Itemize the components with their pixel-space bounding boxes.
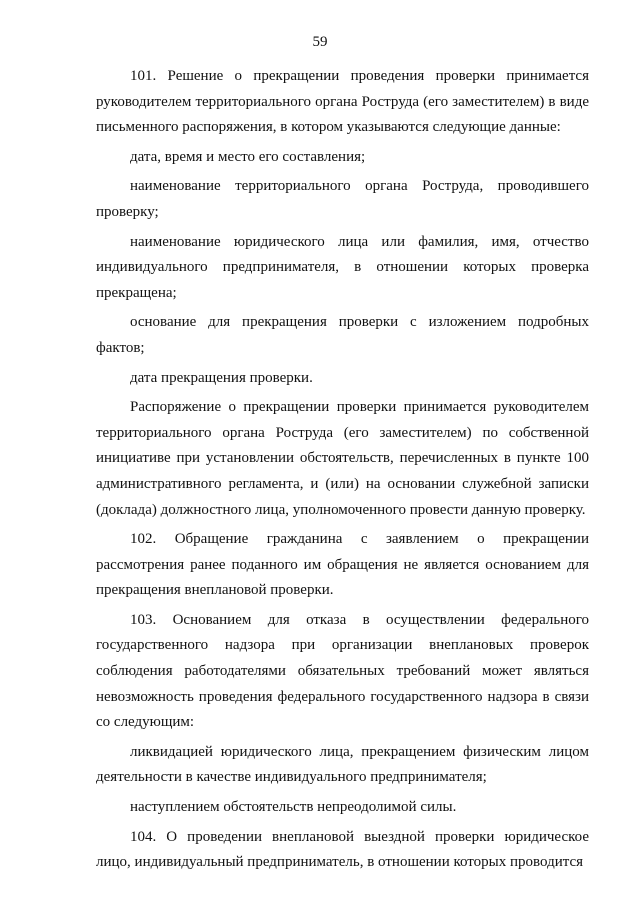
paragraph-104: 104. О проведении внеплановой выездной проверки юридическое лицо, индивидуальный предприниматель, в отношении которых проводится [96,828,589,871]
list-item-authority-name: наименование территориального органа Роструда, проводившего проверку; [96,178,589,220]
list-item-force-majeure: наступлением обстоятельств непреодолимой силы. [130,799,457,816]
list-item-entity-name: наименование юридического лица или фамилия, имя, отчество индивидуального предпринимателя, в отношении которых проверка прекращена; [96,233,589,301]
paragraph-102: 102. Обращение гражданина с заявлением о прекращении рассмотрения ранее поданного им обращения не является основанием для прекращения внеплановой проверки. [96,531,589,599]
paragraph-order-termination: Распоряжение о прекращении проверки принимается руководителем территориального органа Роструда (его заместителем) по собственной инициативе при установлении обстоятельств, перечисленных в пункте 100 административного регламента, и (или) на основании служебной записки (доклада) должностного лица, уполномоченного провести данную проверку. [96,399,589,518]
list-item-liquidation: ликвидацией юридического лица, прекращением физическим лицом деятельности в качестве индивидуального предпринимателя; [96,743,589,786]
list-item-date-time-place: дата, время и место его составления; [130,148,366,165]
paragraph-103: 103. Основанием для отказа в осуществлении федерального государственного надзора при организации внеплановых проверок соблюдения работодателями обязательных требований может являться невозможность проведения федерального государственного надзора в связи со следующим: [96,611,589,731]
list-item-termination-date: дата прекращения проверки. [130,369,313,386]
page-number: 59 [312,34,328,50]
document-body [96,64,589,876]
paragraph-101: 101. Решение о прекращении проведения проверки принимается руководителем территориального органа Роструда (его заместителем) в виде письменного распоряжения, в котором указываются следующие данные: [96,68,589,136]
list-item-grounds: основание для прекращения проверки с изложением подробных фактов; [96,314,589,356]
